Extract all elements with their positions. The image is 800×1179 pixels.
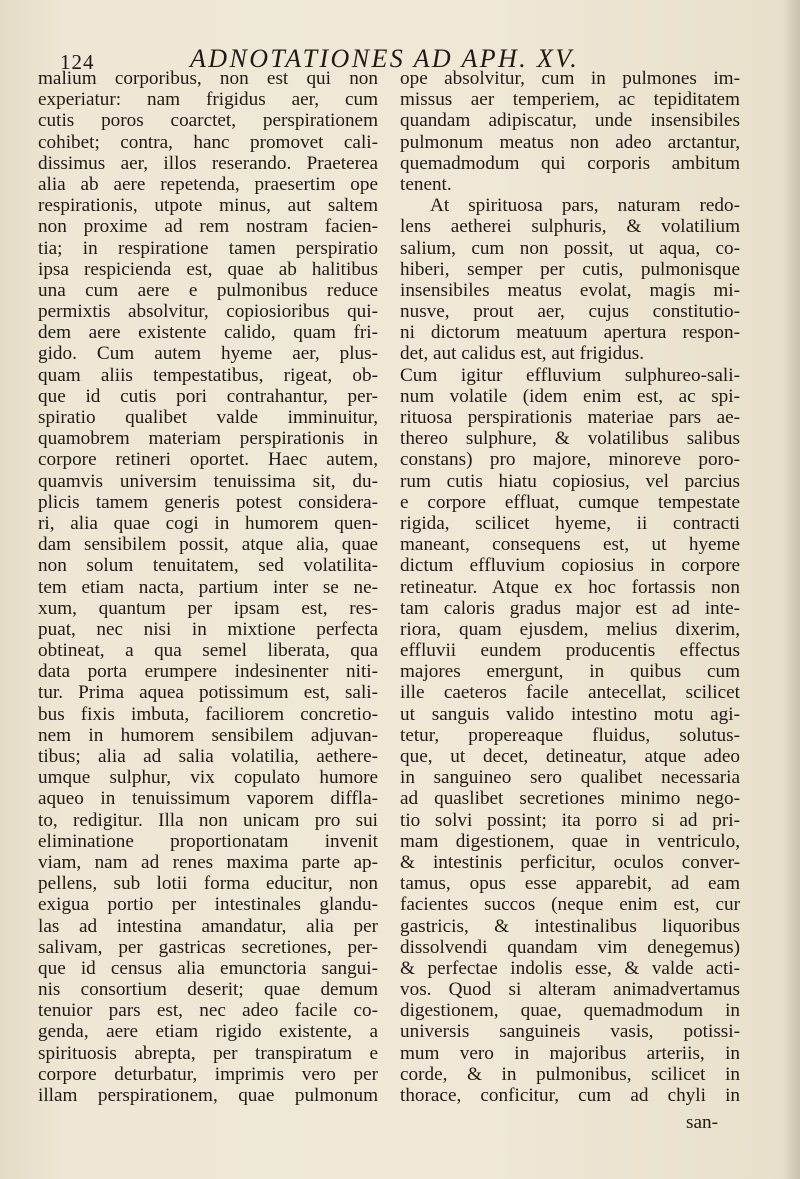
text-line: exigua portio per intestinales glandu- [38, 894, 378, 916]
text-line: dem aere existente calido, quam fri- [38, 322, 378, 344]
text-line: viam, nam ad renes maxima parte ap- [38, 851, 378, 873]
text-line: majores emergunt, in quibus cum [400, 661, 740, 683]
text-line: plicis tamem generis potest considera- [38, 491, 378, 513]
text-line: retineatur. Atque ex hoc fortassis non [400, 576, 740, 598]
left-text-column [38, 68, 378, 1106]
text-line: tenuior pars est, nec adeo facile co- [38, 1000, 378, 1022]
text-line: dissimus aer, illos reserando. Praeterea [38, 152, 378, 174]
text-line: At spirituosa pars, naturam redo- [430, 195, 740, 217]
text-line: quamvis universim tenuissima sit, du- [38, 470, 378, 492]
text-line: corpore deturbatur, imprimis vero per [38, 1063, 378, 1085]
text-line: una cum aere e pulmonibus reduce [38, 279, 378, 301]
text-line: riora, quam ejusdem, melius dixerim, [400, 618, 740, 640]
text-line: tibus; alia ad salia volatilia, aethere- [38, 746, 378, 767]
text-line: dissolvendi quandam vim denegemus) [400, 936, 740, 958]
text-line: ri, alia quae cogi in humorem quen- [38, 512, 378, 534]
text-line: facientes succos (neque enim est, cur [400, 894, 740, 916]
text-line: que, ut decet, detineatur, atque adeo [400, 746, 740, 767]
text-line: pulmonum meatus non adeo arctantur, [400, 131, 740, 153]
text-line: insensibiles meatus evolat, magis mi- [400, 279, 740, 301]
text-line: constans) pro majore, minoreve poro- [400, 449, 740, 471]
text-line: que id cutis pori contrahantur, per- [38, 385, 378, 407]
text-line: Cum igitur effluvium sulphureo-sali- [400, 364, 740, 386]
text-line: tem etiam nacta, partium inter se ne- [38, 576, 378, 598]
text-line: respirationis, utpote minus, aut saltem [38, 195, 378, 217]
text-line: tio solvi possint; ita porro si ad pri- [400, 809, 740, 831]
text-line: salium, cum non possit, ut aqua, co- [400, 237, 740, 259]
text-line: tam caloris gradus major est ad inte- [400, 597, 740, 619]
text-line: rum cutis hiatu copiosius, vel parcius [400, 470, 740, 492]
text-line: nem in humorem sensibilem adjuvan- [38, 724, 378, 746]
catchword: san- [686, 1112, 718, 1133]
text-line: salivam, per gastricas secretiones, per- [38, 936, 378, 958]
text-line: ad quaslibet secretiones minimo nego- [400, 788, 740, 810]
text-line: umque sulphur, vix copulato humore [38, 767, 378, 789]
text-line: lens aetherei sulphuris, & volatilium [400, 216, 740, 238]
text-line: puat, nec nisi in mixtione perfecta [38, 618, 378, 640]
text-line: genda, aere etiam rigido existente, a [38, 1021, 378, 1043]
text-line: que id census alia emunctoria sangui- [38, 957, 378, 979]
page-edge-shadow [782, 0, 800, 1179]
text-line: las ad intestina amandatur, alia per [38, 915, 378, 937]
text-line: tamus, opus esse apparebit, ad eam [400, 873, 740, 895]
text-line: mum vero in majoribus arteriis, in [400, 1042, 740, 1064]
page-number: 124 [60, 50, 95, 74]
text-line: tur. Prima aquea potissimum est, sali- [38, 682, 378, 704]
text-line: bus fixis imbuta, faciliorem concretio- [38, 703, 378, 725]
right-text-column [400, 68, 740, 1106]
text-line: tia; in respiratione tamen perspiratio [38, 237, 378, 259]
text-line: xum, quantum per ipsam est, res- [38, 597, 378, 619]
text-line: num volatile (idem enim est, ac spi- [400, 385, 740, 407]
text-line: gido. Cum autem hyeme aer, plus- [38, 343, 378, 365]
text-line: tenent. [400, 173, 452, 195]
text-line: quam aliis tempestatibus, rigeat, ob- [38, 364, 378, 386]
text-line: nis consortium deserit; quae demum [38, 979, 378, 1001]
text-line: rituosa perspirationis materiae pars ae- [400, 407, 740, 428]
text-line: missus aer temperiem, ac tepiditatem [400, 89, 740, 111]
text-line: universis sanguineis vasis, potissi- [400, 1021, 740, 1043]
text-line: cohibet; contra, hanc promovet cali- [38, 131, 378, 153]
text-line: aqueo in tenuissimum vaporem diffla- [38, 788, 378, 810]
text-line: non proxime ad rem nostram facien- [38, 216, 378, 238]
text-line: dictum effluvium copiosius in corpore [400, 555, 740, 577]
text-line: to, redigitur. Illa non unicam pro sui [38, 809, 378, 831]
text-line: nusve, prout aer, cujus constitutio- [400, 301, 740, 323]
text-line: gastricis, & intestinalibus liquoribus [400, 915, 740, 937]
text-line: dam sensibilem possit, atque alia, quae [38, 534, 378, 556]
text-line: mam digestionem, quae in ventriculo, [400, 830, 740, 852]
text-line: quandam adipiscatur, unde insensibiles [400, 110, 740, 132]
text-line: alia ab aere repetenda, praesertim ope [38, 173, 378, 195]
text-line: experiatur: nam frigidus aer, cum [38, 89, 378, 111]
text-line: spirituosis abrepta, per transpiratum e [38, 1042, 378, 1064]
text-line: thereo sulphure, & volatilibus salibus [400, 428, 740, 450]
text-line: ni dictorum meatuum apertura respon- [400, 322, 740, 344]
text-line: obtineat, a qua semel liberata, qua [38, 640, 378, 662]
text-line: maneant, consequens est, ut hyeme [400, 534, 740, 556]
text-line: thorace, conficitur, cum ad chyli in [400, 1085, 740, 1106]
text-line: illam perspirationem, quae pulmonum [38, 1085, 378, 1106]
text-line: det, aut calidus est, aut frigidus. [400, 343, 645, 365]
text-line: spiratio qualibet valde imminuitur, [38, 407, 378, 428]
text-line: quemadmodum qui corporis ambitum [400, 152, 740, 174]
text-line: rigida, scilicet hyeme, ii contracti [400, 512, 740, 534]
text-line: ut sanguis valido intestino motu agi- [400, 703, 740, 725]
text-line: vos. Quod si alteram animadvertamus [400, 979, 740, 1001]
text-line: corpore retineri oportet. Haec autem, [38, 449, 378, 471]
text-line: cutis poros coarctet, perspirationem [38, 110, 378, 132]
text-line: eliminatione proportionatam invenit [38, 830, 378, 852]
text-line: effluvii eundem producentis effectus [400, 640, 740, 662]
text-line: & perfectae indolis esse, & valde acti- [400, 957, 740, 979]
text-line: pellens, sub lotii forma educitur, non [38, 873, 378, 895]
text-line: & intestinis perficitur, oculos conver- [400, 851, 740, 873]
text-line: malium corporibus, non est qui non [38, 68, 378, 89]
running-head: ADNOTATIONES AD APH. XV. [190, 44, 580, 73]
text-line: corde, & in pulmonibus, scilicet in [400, 1063, 740, 1085]
text-line: digestionem, quae, quemadmodum in [400, 1000, 740, 1022]
text-line: ope absolvitur, cum in pulmones im- [400, 68, 740, 89]
text-line: hiberi, semper per cutis, pulmonisque [400, 258, 740, 280]
text-line: tetur, propereaque fluidus, solutus- [400, 724, 740, 746]
text-line: ipsa respicienda est, quae ab halitibus [38, 258, 378, 280]
text-line: quamobrem materiam perspirationis in [38, 428, 378, 450]
text-line: permixtis absolvitur, copiosioribus qui- [38, 301, 378, 323]
text-line: non solum tenuitatem, sed volatilita- [38, 555, 378, 577]
text-line: ille caeteros facile antecellat, scilicet [400, 682, 740, 704]
text-line: data porta erumpere indesinenter niti- [38, 661, 378, 683]
text-line: e corpore effluat, cumque tempestate [400, 491, 740, 513]
text-line: in sanguineo sero qualibet necessaria [400, 767, 740, 789]
